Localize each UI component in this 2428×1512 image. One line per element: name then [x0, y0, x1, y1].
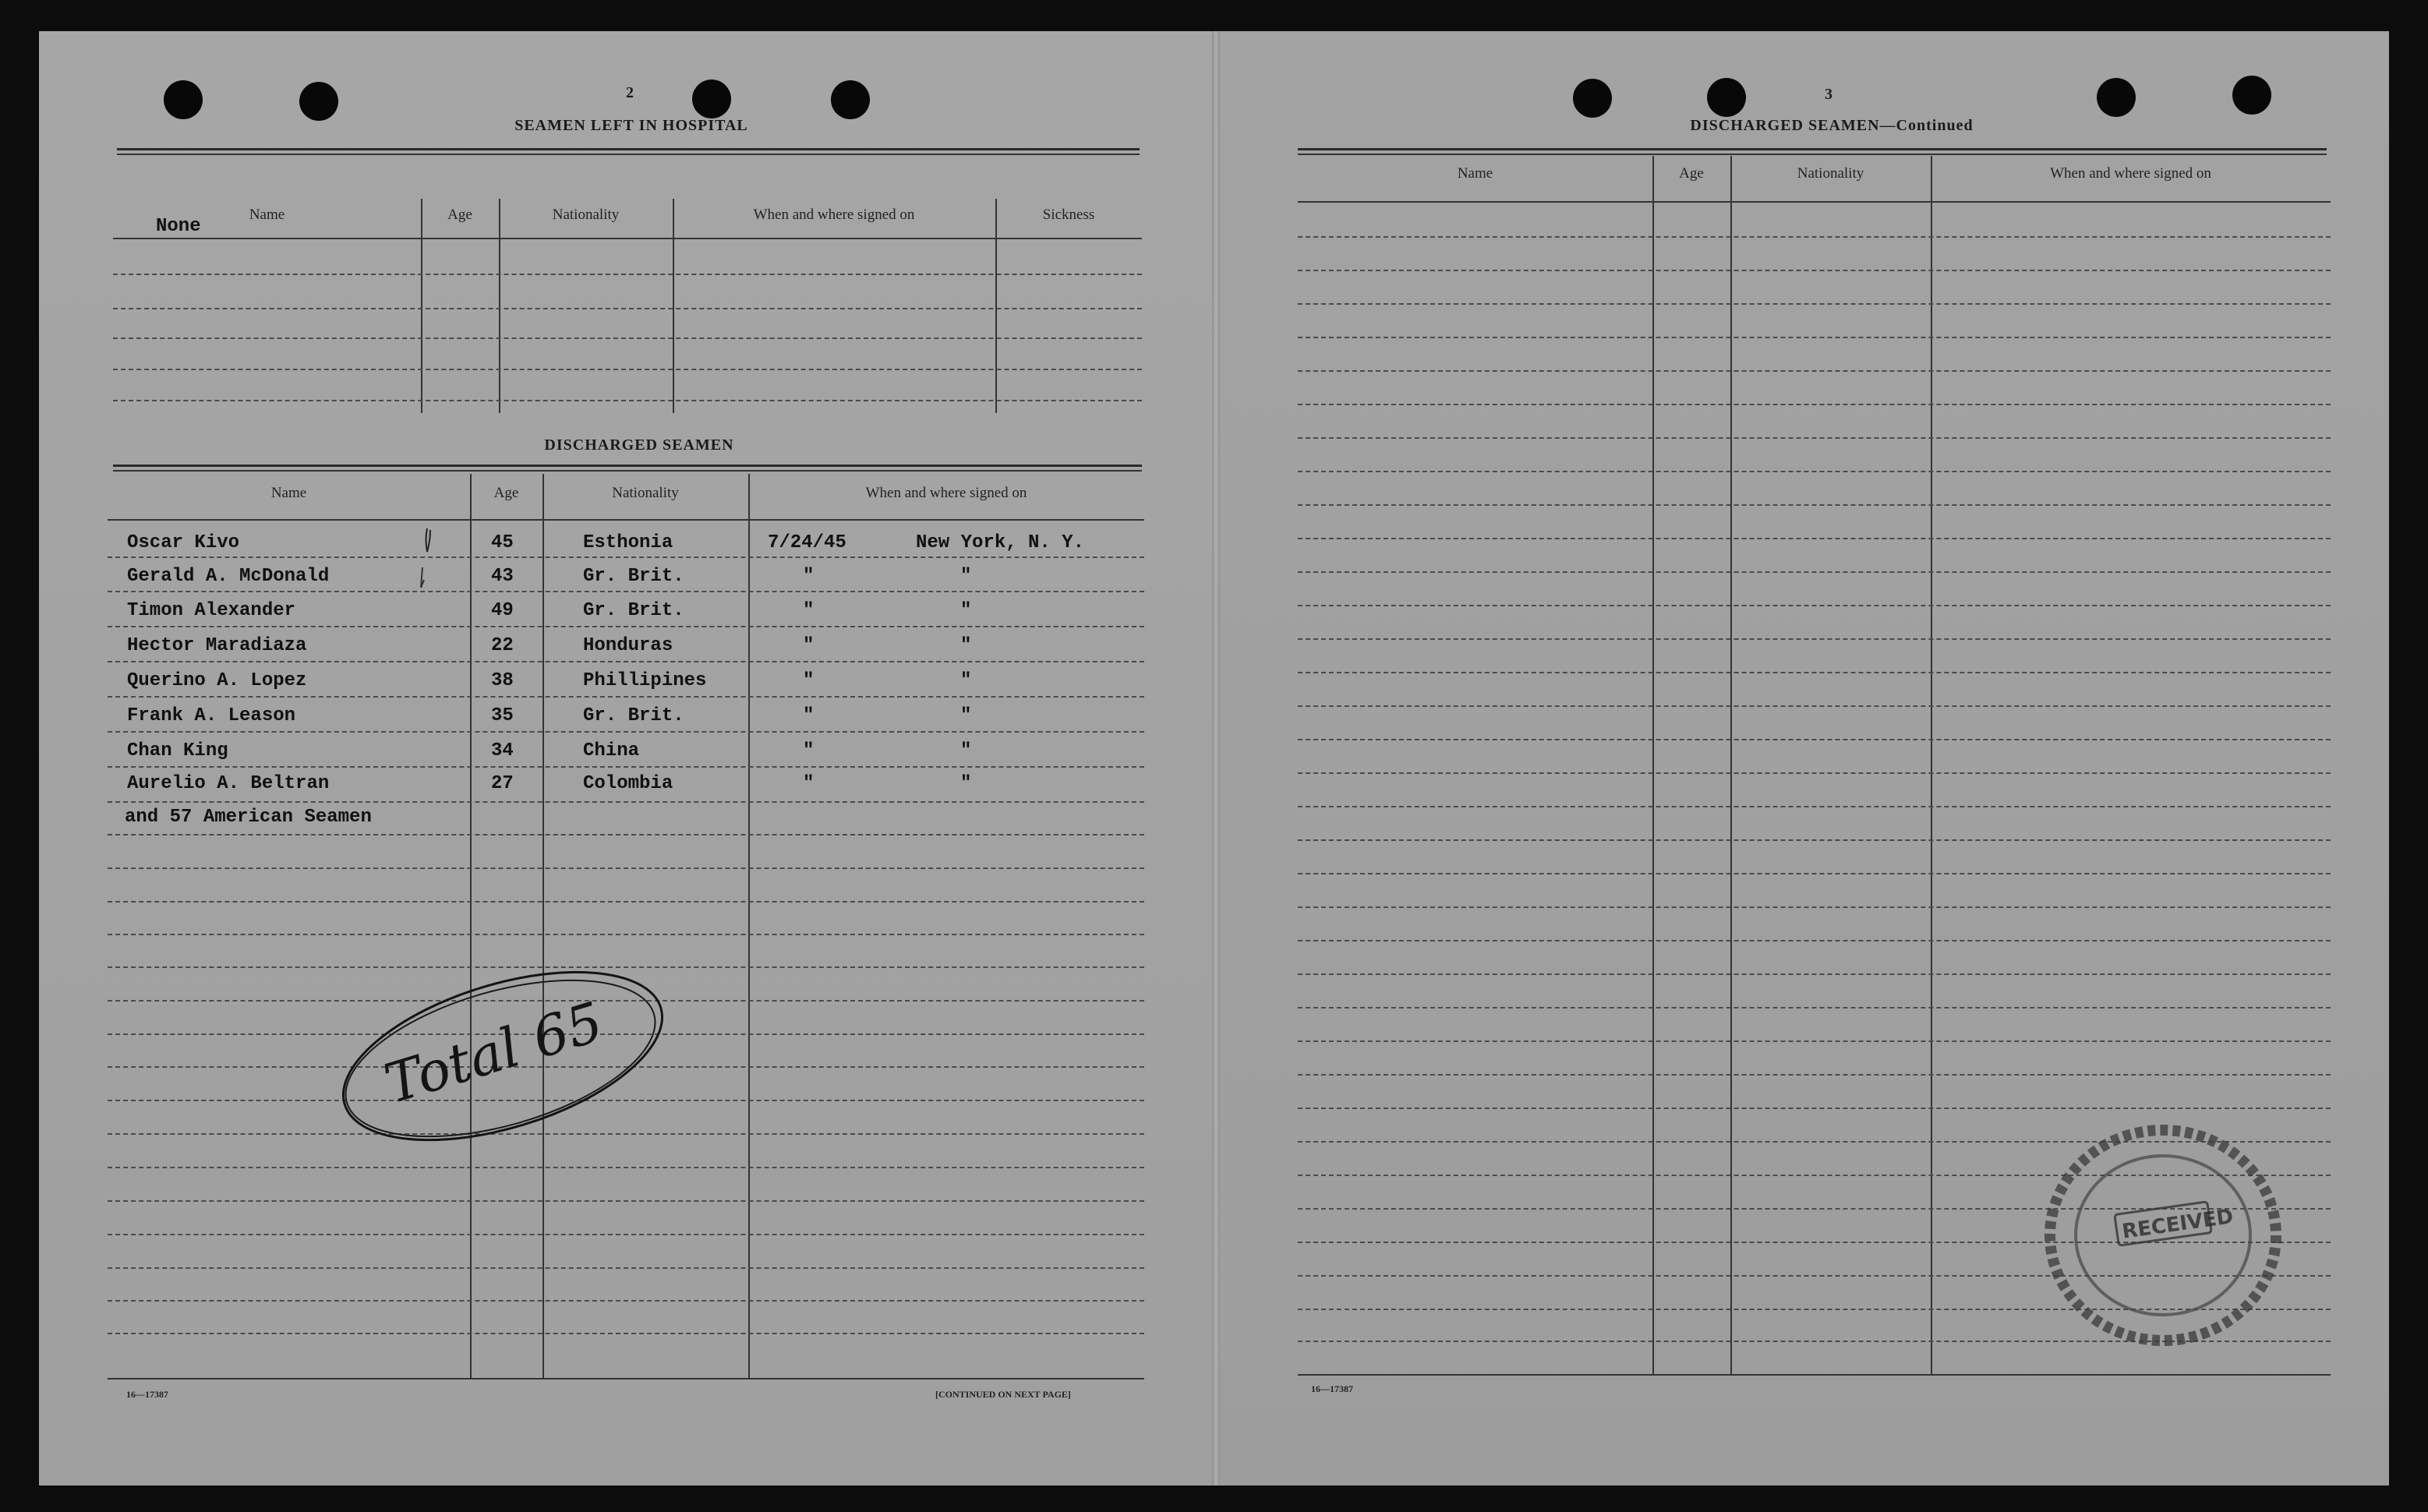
punch-hole — [831, 80, 870, 119]
column-header: Age — [493, 485, 519, 501]
seaman-name: Chan King — [127, 740, 228, 761]
seaman-age: 34 — [491, 740, 514, 761]
page-fold — [1212, 31, 1220, 1486]
handwritten-total-oval — [327, 966, 678, 1146]
american-seamen-note: and 57 American Seamen — [125, 807, 372, 828]
punch-hole — [2232, 76, 2271, 115]
column-header: Name — [270, 485, 307, 501]
stamp-text: RECEIVED — [2120, 1205, 2235, 1244]
column-header: Age — [447, 207, 472, 223]
signed-on-date: " — [803, 670, 815, 691]
seaman-name: Timon Alexander — [127, 600, 296, 621]
seaman-nationality: Honduras — [583, 635, 673, 656]
page-number: 3 — [1825, 86, 1832, 103]
signed-on-date: 7/24/45 — [768, 532, 846, 553]
check-mark-icon — [416, 564, 429, 591]
seaman-nationality: China — [583, 740, 640, 761]
column-header: Age — [1679, 165, 1704, 182]
column-header: Nationality — [1797, 165, 1864, 182]
seaman-age: 43 — [491, 566, 514, 587]
signed-on-place: New York, N. Y. — [916, 532, 1085, 553]
signed-on-date: " — [803, 600, 815, 621]
section-rule — [117, 154, 1140, 155]
signed-on-date: " — [803, 740, 815, 761]
seaman-name: Oscar Kivo — [127, 532, 240, 553]
signed-on-place: " — [960, 740, 972, 761]
column-header: When and where signed on — [753, 207, 915, 223]
signed-on-place: " — [960, 773, 972, 794]
seaman-name: Frank A. Leason — [127, 705, 296, 726]
seaman-name: Querino A. Lopez — [127, 670, 307, 691]
section-rule — [1298, 154, 2327, 155]
signed-on-place: " — [960, 670, 972, 691]
column-header: When and where signed on — [865, 485, 1027, 501]
hospital-entry: None — [156, 216, 201, 237]
punch-hole — [299, 82, 338, 121]
hospital-table — [113, 199, 1142, 413]
signed-on-place: " — [960, 705, 972, 726]
punch-hole — [164, 80, 203, 119]
form-number: 16—17387 — [126, 1389, 168, 1400]
seaman-age: 45 — [491, 532, 514, 553]
seaman-nationality: Gr. Brit. — [583, 566, 684, 587]
signed-on-date: " — [803, 566, 815, 587]
signed-on-date: " — [803, 635, 815, 656]
punch-hole — [692, 79, 731, 118]
continued-note: [CONTINUED ON NEXT PAGE] — [935, 1389, 1071, 1400]
discharged-section-title: DISCHARGED SEAMEN — [544, 436, 734, 454]
section-rule — [113, 470, 1142, 472]
section-rule — [117, 148, 1140, 150]
seaman-age: 38 — [491, 670, 514, 691]
column-header: When and where signed on — [2050, 165, 2211, 182]
handwritten-total: Total 65 — [377, 989, 610, 1117]
seaman-nationality: Phillipines — [583, 670, 707, 691]
seaman-nationality: Colombia — [583, 773, 673, 794]
seaman-age: 22 — [491, 635, 514, 656]
column-header: Sickness — [1042, 207, 1095, 223]
seaman-age: 35 — [491, 705, 514, 726]
seaman-name: Aurelio A. Beltran — [127, 773, 330, 794]
section-rule — [113, 465, 1142, 467]
punch-hole — [2097, 78, 2136, 117]
signed-on-date: " — [803, 773, 815, 794]
form-number: 16—17387 — [1311, 1383, 1353, 1394]
punch-hole — [1573, 79, 1612, 118]
page-number: 2 — [626, 84, 634, 101]
column-header: Name — [1457, 165, 1493, 182]
check-mark-icon — [421, 525, 436, 556]
column-header: Nationality — [552, 207, 620, 223]
hospital-section-title: SEAMEN LEFT IN HOSPITAL — [514, 117, 748, 134]
seaman-name: Hector Maradiaza — [127, 635, 307, 656]
column-header: Nationality — [612, 485, 679, 501]
column-header: Name — [249, 207, 285, 223]
discharged-continued-title: DISCHARGED SEAMEN—Continued — [1690, 117, 1974, 134]
seaman-age: 27 — [491, 773, 514, 794]
seaman-age: 49 — [491, 600, 514, 621]
signed-on-date: " — [803, 705, 815, 726]
seaman-name: Gerald A. McDonald — [127, 566, 330, 587]
seaman-nationality: Esthonia — [583, 532, 673, 553]
received-stamp — [2042, 1122, 2284, 1348]
signed-on-place: " — [960, 566, 972, 587]
signed-on-place: " — [960, 635, 972, 656]
section-rule — [1298, 148, 2327, 150]
seaman-nationality: Gr. Brit. — [583, 705, 684, 726]
signed-on-place: " — [960, 600, 972, 621]
punch-hole — [1707, 78, 1746, 117]
seaman-nationality: Gr. Brit. — [583, 600, 684, 621]
